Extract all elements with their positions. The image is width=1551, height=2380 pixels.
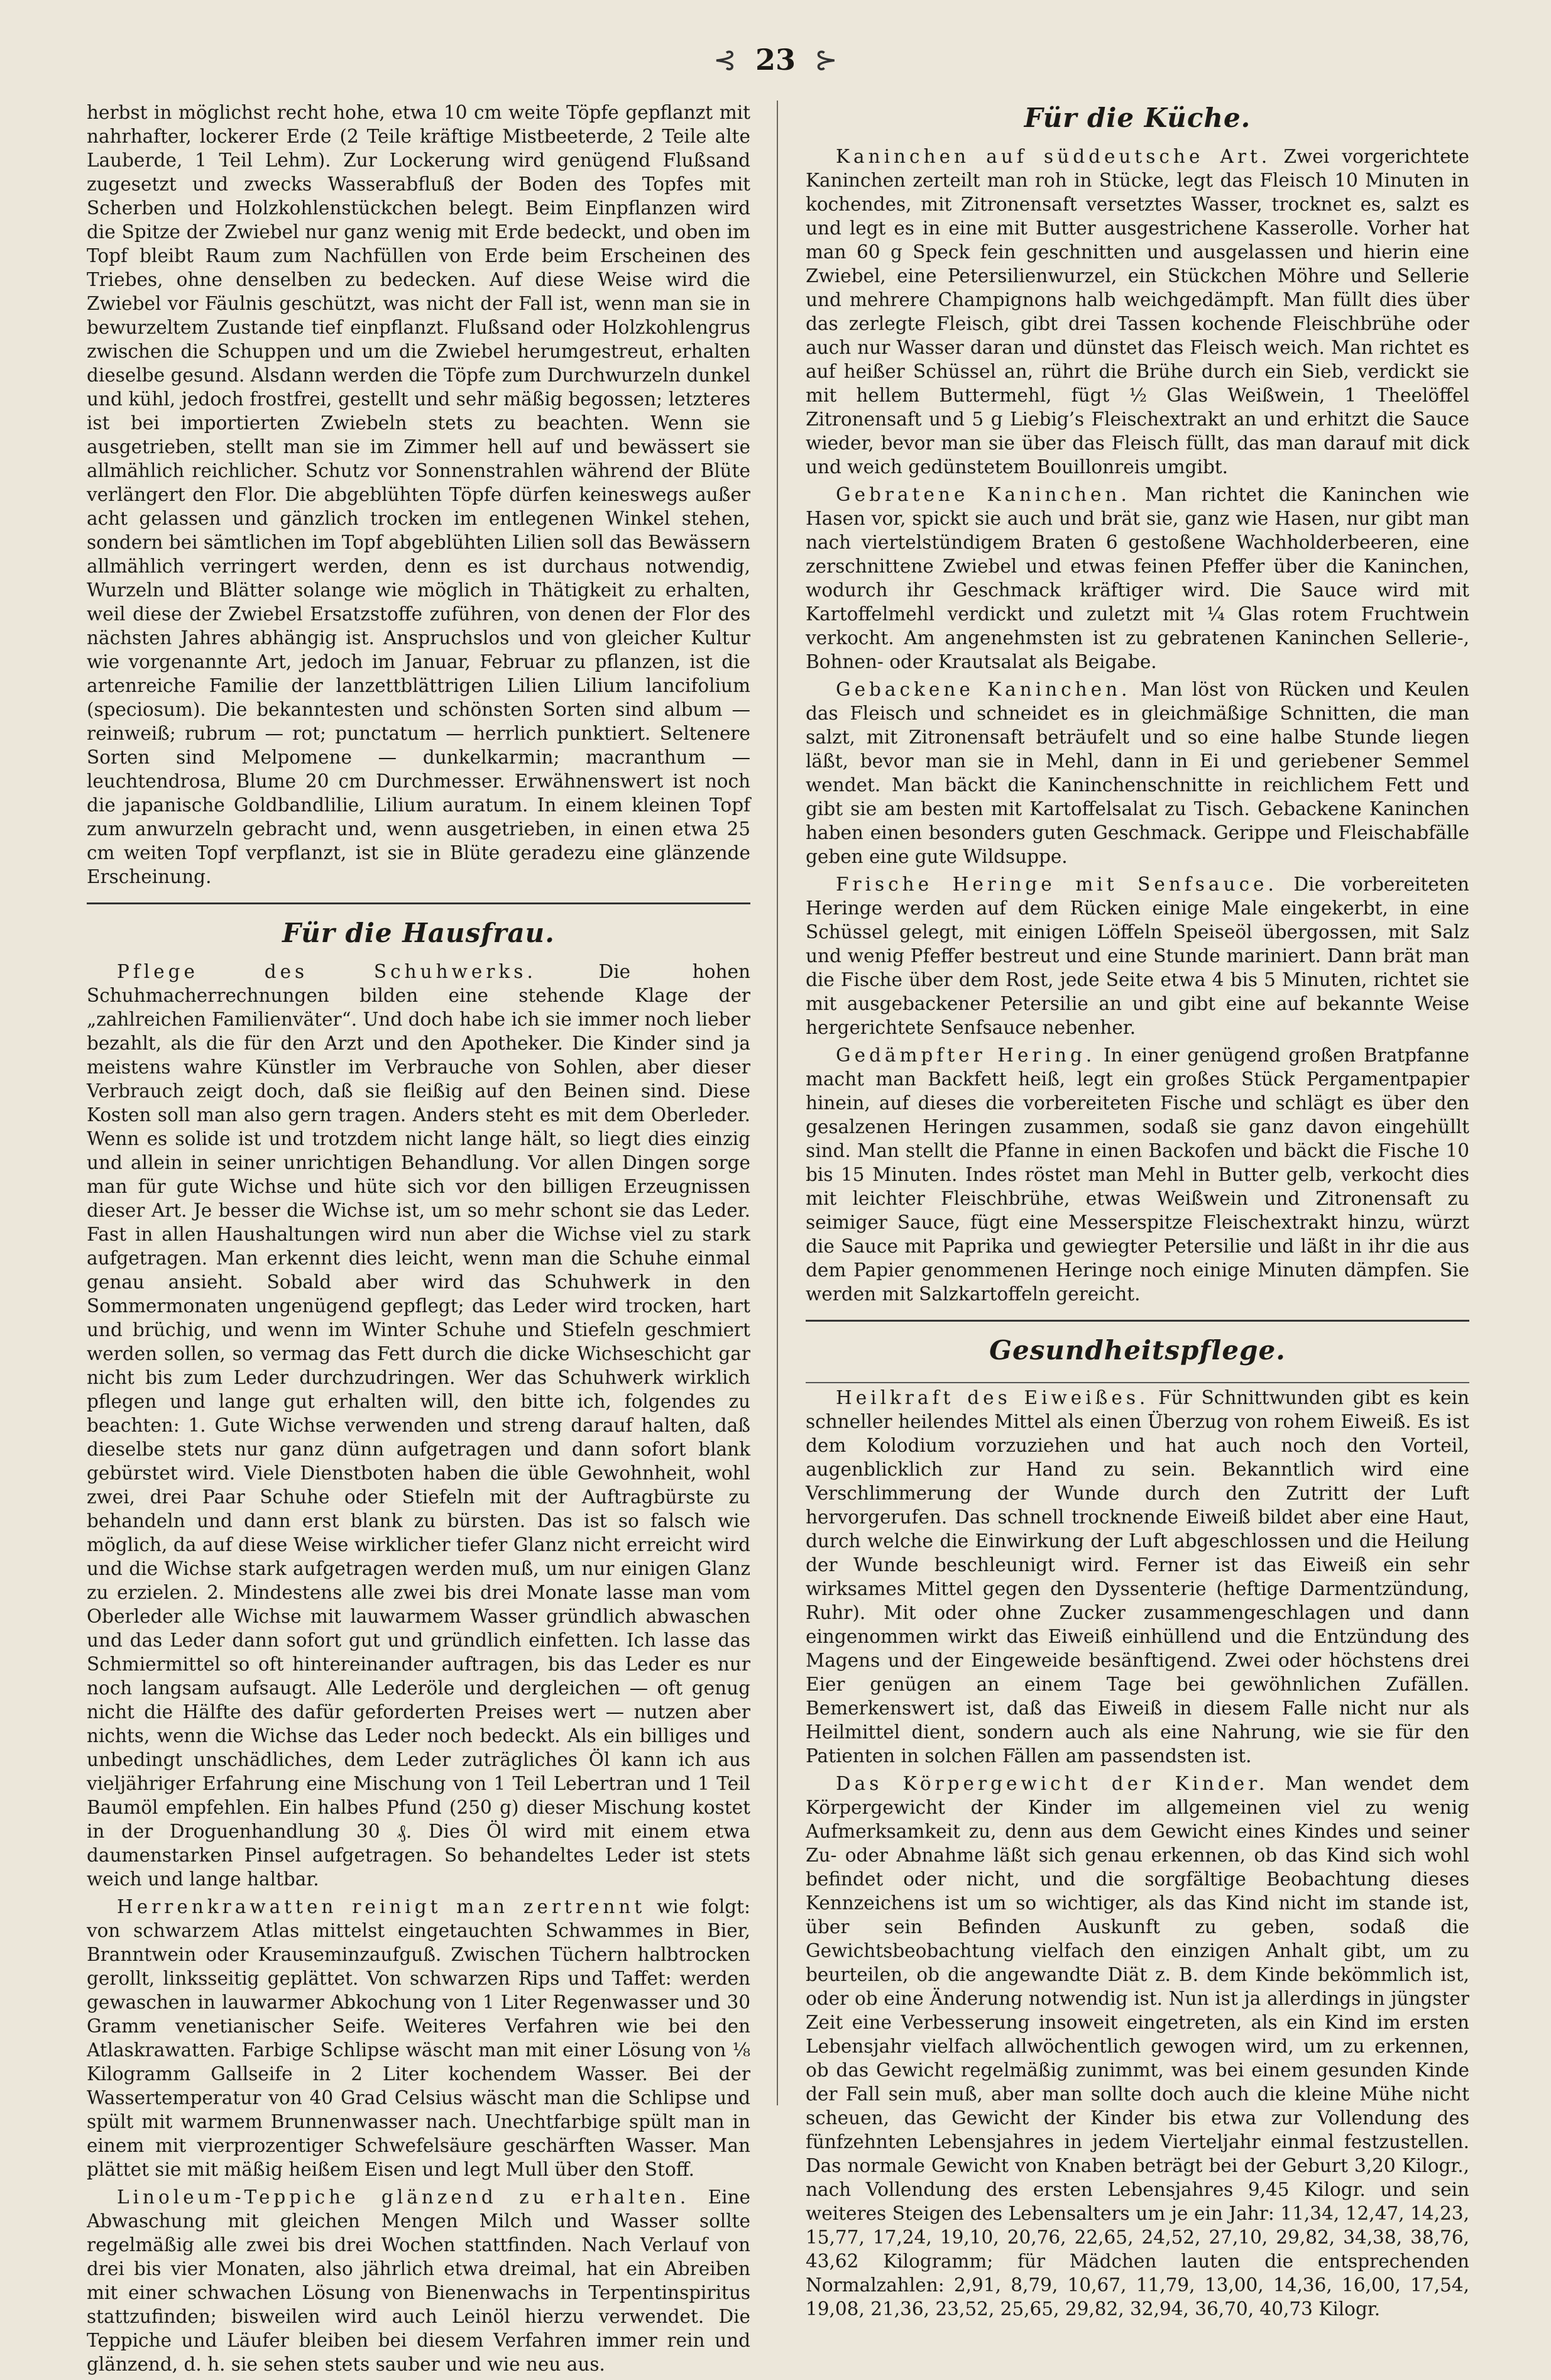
article-body: Man wendet dem Körpergewicht der Kinder im allgemeinen viel zu wenig Aufmerksamkeit zu, denn aus dem Gewicht eines Kindes und seiner Zu- oder Abnahme läßt sich genau erkennen, ob das Kind sich wohl befindet oder nicht, und die sorgfältige Beobachtung dieses Kennzeichens ist um so wichtiger, als das Kind nicht im stande ist, über sein Befinden Auskunft zu geben, sodaß die Gewichtsbeobachtung vielfach den einzigen Anhalt gibt, um zu beurteilen, ob die angewandte Diät z. B. dem Kinde bekömmlich ist, oder ob eine Änderung notwendig ist. Nun ist ja allerdings in jüngster Zeit eine Verbesserung insoweit eingetreten, als ein Kind im ersten Lebensjahr vielfach allwöchentlich gewogen wird, um zu erkennen, ob das Gewicht regelmäßig zunimmt, was bei einem gesunden Kinde der Fall sein muß, aber man sollte doch auch die kleine Mühe nicht scheuen, das Gewicht der Kinder bis etwa zur Vollendung des fünfzehnten Lebensjahres in jedem Vierteljahr einmal festzustellen. Das normale Gewicht von Knaben beträgt bei der Geburt 3,20 Kilogr., nach Vollendung des ersten Lebensjahres 9,45 Kilogr. und sein weiteres Steigen des Lebensalters um je ein Jahr: 11,34, 12,47, 14,23, 15,77, 17,24, 19,10, 20,76, 22,65, 24,52, 27,10, 29,82, 34,38, 38,76, 43,62 Kilogramm; für Mädchen lauten die entsprechenden Normalzahlen: 2,91, 8,79, 10,67, 11,79, 13,00, 14,36, 16,00, 17,54, 19,08, 21,36, 23,52, 25,65, 29,82, 32,94, 36,70, 40,73 Kilogr. xyxy=(806,1773,1469,2320)
article-body: Man löst von Rücken und Keulen das Fleisch und schneidet es in gleichmäßige Schnitten, die man salzt, mit Zitronensaft beträufelt und so eine halbe Stunde liegen läßt, bevor man sie in Mehl, dann in Ei und geriebener Semmel wendet. Man bäckt die Kaninchenschnitte in reichlichem Fett und gibt sie am besten mit Kartoffelsalat zu Tisch. Gebackene Kaninchen haben einen besonders guten Geschmack. Gerippe und Fleischabfälle geben eine gute Wildsuppe. xyxy=(806,679,1469,867)
article-ties xyxy=(87,1895,750,2181)
section-divider xyxy=(806,1382,1469,1383)
article-body: Eine Abwaschung mit gleichen Mengen Milch und Wasser sollte regelmäßig alle zwei bis drei Wochen stattfinden. Nach Verlauf von drei bis vier Monaten, also jährlich etwa dreimal, hat ein Abreiben mit einer schwachen Lösung von Bienenwachs in Terpentinspiritus stattzufinden; bisweilen wird auch Leinöl hierzu verwendet. Die Teppiche und Läufer bleiben bei diesem Verfahren immer rein und glänzend, d. h. sie sehen stets sauber und wie neu aus. xyxy=(87,2186,751,2375)
recipe-fried-rabbit xyxy=(806,677,1469,869)
article-lead: Pflege des Schuhwerks. xyxy=(117,961,537,982)
article-shoe-care xyxy=(87,960,750,1891)
ornament-left-icon: ⊰ xyxy=(713,43,737,76)
article-lead: Das Körpergewicht der Kinder. xyxy=(836,1773,1269,1794)
recipe-roast-rabbit xyxy=(806,483,1469,674)
article-linoleum xyxy=(87,2185,750,2376)
article-child-weight xyxy=(806,1772,1469,2321)
section-heading-gesundheit: Gesundheitspflege. xyxy=(989,1335,1286,1366)
recipe-herring-mustard xyxy=(806,872,1469,1039)
section-heading-hausfrau: Für die Hausfrau. xyxy=(282,918,555,948)
section-divider xyxy=(806,1320,1469,1322)
article-body: Für Schnittwunden gibt es kein schneller heilendes Mittel als einen Überzug von rohem Eiweiß. Es ist dem Kolodium vorzuziehen und hat auch noch den Vorteil, augenblicklich zur Hand zu sein. Bekanntlich wird eine Verschlimmerung der Wunde durch den Zutritt der Luft hervorgerufen. Das schnell trocknende Eiweiß bildet aber eine Haut, durch welche die Einwirkung der Luft abgeschlossen und die Heilung der Wunde beschleunigt wird. Ferner ist das Eiweiß ein sehr wirksames Mittel gegen den Dyssenterie (heftige Darmentzündung, Ruhr). Mit oder ohne Zucker zusammengeschlagen und dann eingenommen wirkt das Eiweiß einhüllend und die Entzündung des Magens und der Eingeweide besänftigend. Zwei oder höchstens drei Eier genügen an einem Tage bei gewöhnlichen Zufällen. Bemerkenswert ist, daß das Eiweiß in diesem Falle nicht nur als Heilmittel dient, sondern auch als eine Nahrung, wie sie für den Patienten in solchen Fällen am passendsten ist. xyxy=(806,1387,1469,1767)
article-body: Zwei vorgerichtete Kaninchen zerteilt man roh in Stücke, legt das Fleisch 10 Minuten in kochendes, mit Zitronensaft versetztes Wasser, trocknet es, salzt es und legt es in eine mit Butter ausgestrichene Kasserolle. Vorher hat man 60 g Speck fein geschnitten und ausgelassen und hierin eine Zwiebel, eine Petersilienwurzel, ein Stückchen Möhre und Sellerie und mehrere Champignons halb weichgedämpft. Man füllt dies über das zerlegte Fleisch, gibt drei Tassen kochende Fleischbrühe oder auch nur Wasser daran und dünstet das Fleisch weich. Man richtet es auf heißer Schüssel an, rührt die Brühe durch ein Sieb, verdickt sie mit hellem Buttermehl, fügt ½ Glas Weißwein, 1 Theelöffel Zitronensaft und 5 g Liebig’s Fleischextrakt an und erhitzt die Sauce wieder, bevor man sie über das Fleisch füllt, das man darauf mit dick und weich gedünstetem Bouillonreis umgibt. xyxy=(806,146,1470,478)
article-body: Die hohen Schuhmacherrechnungen bilden eine stehende Klage der „zahlreichen Familienväter“. Und doch habe ich sie immer noch lieber bezahlt, als die für den Arzt und den Apotheker. Die Kinder sind ja meistens wahre Künstler im Verbrauche von Sohlen, aber dieser Verbrauch zeigt doch, daß sie fleißig auf den Beinen sind. Diese Kosten soll man also gern tragen. Anders steht es mit dem Oberleder. Wenn es solide ist und trotzdem nicht lange hält, so liegt dies einzig und allein in seiner unrichtigen Behandlung. Vor allen Dingen sorge man für gute Wichse und hüte sich vor den billigen Erzeugnissen dieser Art. Je besser die Wichse ist, um so mehr schont sie das Leder. Fast in allen Haushaltungen wird nun aber die Wichse viel zu stark aufgetragen. Man erkennt dies leicht, wenn man die Schuhe einmal genau ansieht. Sobald aber wird das Schuhwerk in den Sommermonaten ungenügend gepflegt; das Leder wird trocken, hart und brüchig, und wenn im Winter Schuhe und Stiefeln geschmiert werden sollen, so vermag das Fett durch die dicke Wichseschicht gar nicht bis zum Leder durchzudringen. Wer das Schuhwerk wirklich pflegen und lange gut erhalten will, den bitte ich, folgendes zu beachten: 1. Gute Wichse verwenden und streng darauf halten, daß dieselbe stets nur ganz dünn aufgetragen und dann sofort blank gebürstet wird. Viele Dienstboten haben die üble Gewohnheit, wohl zwei, drei Paar Schuhe oder Stiefeln mit der Auftragbürste zu behandeln und dann erst blank zu bürsten. Das ist so falsch wie möglich, da auf diese Weise wirklicher tiefer Glanz nicht erreicht wird und die Wichse stark aufgetragen werden muß, um nur einigen Glanz zu erzielen. 2. Mindestens alle zwei bis drei Monate lasse man vom Oberleder alle Wichse mit lauwarmem Wasser gründlich abwaschen und das Leder dann sofort gut und gründlich einfetten. Ich lasse das Schmiermittel so oft hintereinander auftragen, bis das Leder es nur noch langsam aufsaugt. Alle Lederöle und dergleichen — oft genug nicht die Hälfte des dafür geforderten Preises wert — nutzen aber nichts, wenn die Wichse das Leder noch bedeckt. Als ein billiges und unbedingt unschädliches, dem Leder zuträgliches Öl kann ich aus vieljähriger Erfahrung eine Mischung von 1 Teil Lebertran und 1 Teil Baumöl empfehlen. Ein halbes Pfund (250 g) dieser Mischung kostet in der Droguenhandlung 30 ₰. Dies Öl wird mit einem etwa daumenstarken Pinsel aufgetragen. So behandeltes Leder ist stets weich und lange haltbar. xyxy=(87,961,750,1890)
article-lead: Gedämpfter Hering. xyxy=(836,1045,1096,1066)
article-body: Man richtet die Kaninchen wie Hasen vor, spickt sie auch und brät sie, ganz wie Hasen, nur gibt man nach viertelstündigem Braten 6 gestoßene Wachholderbeeren, eine zerschnittene Zwiebel und etwas feinen Pfeffer über die Kaninchen, wodurch ihr Geschmack kräftiger wird. Die Sauce wird mit Kartoffelmehl verdickt und zuletzt mit ¼ Glas rotem Fruchtwein verkocht. Am angenehmsten ist zu gebratenen Kaninchen Sellerie-, Bohnen- oder Krautsalat als Beigabe. xyxy=(806,484,1469,672)
column-rule xyxy=(777,101,778,2105)
article-lead: Heilkraft des Eiweißes. xyxy=(836,1387,1149,1408)
recipe-steamed-herring xyxy=(806,1043,1469,1306)
page-header xyxy=(0,38,1551,82)
section-heading-kueche: Für die Küche. xyxy=(1024,102,1251,133)
article-egg-white xyxy=(806,1386,1469,1768)
article-body: wie folgt: von schwarzem Atlas mittelst eingetauchten Schwammes in Bier, Branntwein oder Krauseminzaufguß. Zwischen Tüchern halbtrocken gerollt, linksseitig geplättet. Von schwarzen Rips und Taffet: werden gewaschen in lauwarmer Abkochung von 1 Liter Regenwasser und 30 Gramm venetianischer Seife. Weiteres Verfahren wie bei den Atlaskrawatten. Farbige Schlipse wäscht man mit einer Lösung von ⅛ Kilogramm Gallseife in 2 Liter kochendem Wasser. Bei der Wassertemperatur von 40 Grad Celsius wäscht man die Schlipse und spült mit warmem Brunnenwasser nach. Unechtfarbige spült man in einem mit vierprozentiger Schwefelsäure geschärften Wasser. Man plättet sie mit mäßig heißem Eisen und legt Mull über den Stoff. xyxy=(87,1896,750,2180)
article-body: Die vorbereiteten Heringe werden auf dem Rücken einige Male eingekerbt, in eine Schüssel gelegt, mit einigen Löffeln Speiseöl übergossen, mit Salz und wenig Pfeffer bestreut und eine Stunde mariniert. Dann brät man die Fische über dem Rost, jede Seite etwa 4 bis 5 Minuten, richtet sie mit ausgebackener Petersilie an und gibt eine auf bekannte Weise hergerichtete Senfsauce nebenher. xyxy=(806,874,1469,1038)
recipe-rabbit-south-german xyxy=(806,145,1469,479)
article-lead: Herrenkrawatten reinigt man zertrennt xyxy=(117,1896,646,1917)
article-lead: Frische Heringe mit Senfsauce. xyxy=(836,874,1278,895)
article-body: In einer genügend großen Bratpfanne macht man Backfett heiß, legt ein großes Stück Pergamentpapier hinein, auf dieses die vorbereiteten Fische und schlägt es über den gesalzenen Heringen zusammen, sodaß sie ganz davon eingehüllt sind. Man stellt die Pfanne in einen Backofen und bäckt die Fische 10 bis 15 Minuten. Indes röstet man Mehl in Butter gelb, verkocht dies mit leichter Fleischbrühe, etwas Weißwein und Zitronensaft zu seimiger Sauce, fügt eine Messerspitze Fleischextrakt hinzu, würzt die Sauce mit Paprika und gewiegter Petersilie und läßt in ihr die aus dem Papier genommenen Heringe noch einige Minuten dämpfen. Sie werden mit Salzkartoffeln gereicht. xyxy=(806,1045,1469,1305)
left-column xyxy=(87,101,750,2380)
lily-care-continuation: herbst in möglichst recht hohe, etwa 10 cm weite Töpfe gepflanzt mit nahrhafter, lockerer Erde (2 Teile kräftige Mistbeeterde, 2 Teile alte Lauberde, 1 Teil Lehm). Zur Lockerung wird genügend Flußsand zugesetzt und zwecks Wasserabfluß der Boden des Topfes mit Scherben und Holzkohlenstückchen belegt. Beim Einpflanzen wird die Spitze der Zwiebel nur ganz wenig mit Erde bedeckt, und oben im Topf bleibt Raum zum Nachfüllen von Erde beim Erscheinen des Triebes, ohne denselben zu bedecken. Auf diese Weise wird die Zwiebel vor Fäulnis geschützt, was nicht der Fall ist, wenn man sie in bewurzeltem Zustande tief einpflanzt. Flußsand oder Holzkohlengrus zwischen die Schuppen und um die Zwiebel herumgestreut, erhalten dieselbe gesund. Alsdann werden die Töpfe zum Durchwurzeln dunkel und kühl, jedoch frostfrei, gestellt und sehr mäßig begossen; letzteres ist bei importierten Zwiebeln stets zu beachten. Wenn sie ausgetrieben, stellt man sie im Zimmer hell auf und bewässert sie allmählich reichlicher. Schutz vor Sonnenstrahlen während der Blüte verlängert den Flor. Die abgeblühten Töpfe dürfen keineswegs außer acht gelassen und gänzlich trocken im entlegenen Winkel stehen, sondern bei sämtlichen im Topf abgeblühten Lilien soll das Bewässern allmählich verringert werden, denn es ist durchaus notwendig, Wurzeln und Blätter solange wie möglich in Thätigkeit zu erhalten, weil diese der Zwiebel Ersatzstoffe zuführen, von denen der Flor des nächsten Jahres abhängig ist. Anspruchslos und von gleicher Kultur wie vorgenannte Art, jedoch im Januar, Februar zu pflanzen, ist die artenreiche Familie der lanzettblättrigen Lilien Lilium lancifolium (speciosum). Die bekanntesten und schönsten Sorten sind album — reinweiß; rubrum — rot; punctatum — herrlich punktiert. Seltenere Sorten sind Melpomene — dunkelkarmin; macranthum — leuchtendrosa, Blume 20 cm Durchmesser. Erwähnenswert ist noch die japanische Goldbandlilie, Lilium auratum. In einem kleinen Topf zum anwurzeln gebracht und, wenn ausgetrieben, in einen etwa 25 cm weiten Topf verpflanzt, ist sie in Blüte geradezu eine glänzende Erscheinung. xyxy=(87,102,750,887)
article-lead: Gebratene Kaninchen. xyxy=(836,484,1131,505)
right-column xyxy=(806,101,1469,2325)
section-divider xyxy=(87,902,750,904)
article-lead: Linoleum-Teppiche glänzend zu erhalten. xyxy=(117,2186,690,2208)
ornament-right-icon: ⊱ xyxy=(814,43,838,76)
page-number: 23 xyxy=(755,43,796,77)
article-lead: Gebackene Kaninchen. xyxy=(836,679,1131,700)
article-lead: Kaninchen auf süddeutsche Art. xyxy=(836,146,1271,167)
